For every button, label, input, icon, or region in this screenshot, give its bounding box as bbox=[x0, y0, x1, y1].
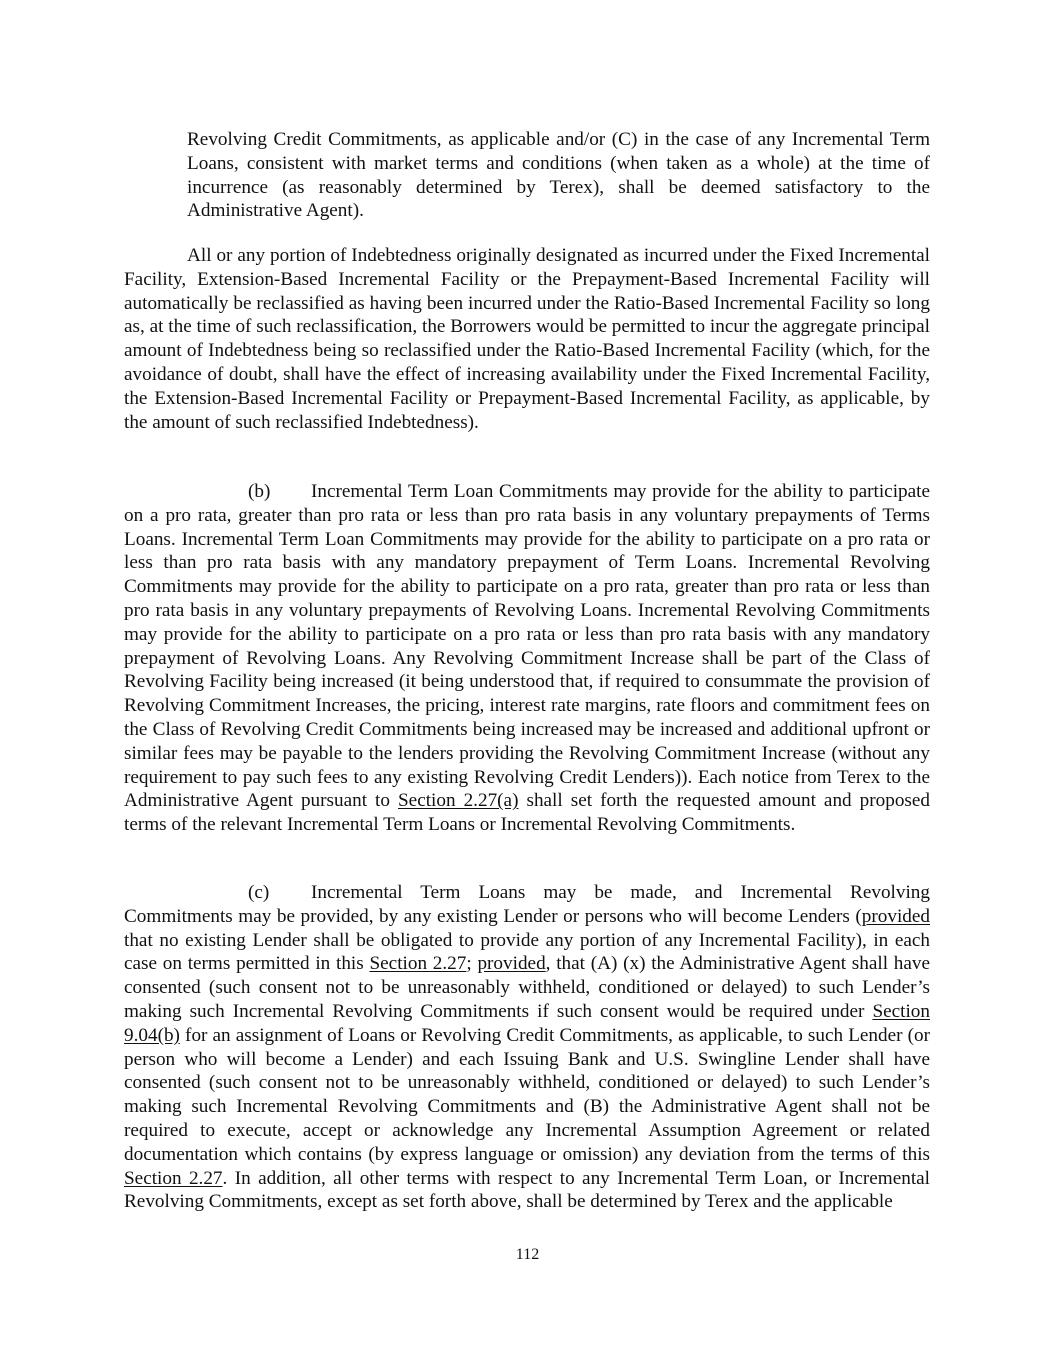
clause-c-enumerator: (c) bbox=[248, 882, 270, 903]
reclassification-paragraph-text: All or any portion of Indebtedness originally designated as incurred under the Fixed Incremental Facility, Extension-Based Incremental Facility or the Prepayment-Based Incremental Facility will automatically be reclassified as having been incurred under the Ratio-Based Incremental Facility so long as, at the time of such reclassification, the Borrowers would be permitted to incur the aggregate principal amount of Indebtedness being so reclassified under the Ratio-Based Incremental Facility (which, for the avoidance of doubt, shall have the effect of increasing availability under the Fixed Incremental Facility, the Extension-Based Incremental Facility or Prepayment-Based Incremental Facility, as applicable, by the amount of such reclassified Indebtedness). bbox=[124, 245, 930, 433]
provided-term-1: provided bbox=[861, 905, 930, 927]
clause-b-enumerator: (b) bbox=[248, 481, 271, 502]
clause-c-text-1: Incremental Term Loans may be made, and Incremental Revolving Commitments may be provided, by any existing Lender or persons who will become Lenders ( bbox=[124, 882, 930, 927]
continued-paragraph bbox=[187, 128, 930, 223]
clause-c-paragraph bbox=[124, 881, 930, 1214]
clause-c-text-6: . In addition, all other terms with respect to any Incremental Term Loan, or Incremental Revolving Commitments, except as set forth above, shall be determined by Terex and the applicable bbox=[124, 1167, 930, 1213]
clause-c-text-3: ; bbox=[466, 953, 478, 975]
clause-c-text-2: that no existing Lender shall be obligated to provide any portion of any Incremental Facility), in each case on terms permitted in this bbox=[124, 929, 930, 975]
clause-b-paragraph bbox=[124, 480, 930, 837]
clause-c-text-4: , that (A) (x) the Administrative Agent shall have consented (such consent not to be unreasonably withheld, conditioned or delayed) to such Lender’s making such Incremental Revolving Commitments if such consent would be required under bbox=[124, 953, 930, 1022]
clause-b-text-2: shall set forth the requested amount and proposed terms of the relevant Incremental Term Loans or Incremental Revolving Commitments. bbox=[124, 790, 930, 836]
section-2-27-reference-2: Section 2.27 bbox=[124, 1167, 223, 1189]
continued-paragraph-text: Revolving Credit Commitments, as applicable and/or (C) in the case of any Incremental Term Loans, consistent with market terms and conditions (when taken as a whole) at the time of incurrence (as reasonably determined by Terex), shall be deemed satisfactory to the Administrative Agent). bbox=[187, 129, 930, 222]
provided-term-2: provided bbox=[477, 953, 546, 975]
section-2-27-a-reference: Section 2.27(a) bbox=[398, 790, 519, 812]
reclassification-paragraph bbox=[124, 244, 930, 434]
clause-c-text-5: for an assignment of Loans or Revolving Credit Commitments, as applicable, to such Lender (or person who will become a Lender) and each Issuing Bank and U.S. Swingline Lender shall have consented (such consent not to be unreasonably withheld, conditioned or delayed) to such Lender’s making such Incremental Revolving Commitments and (B) the Administrative Agent shall not be required to execute, accept or acknowledge any Incremental Assumption Agreement or related documentation which contains (by express language or omission) any deviation from the terms of this bbox=[124, 1024, 930, 1165]
section-9-04-b-reference: Section 9.04(b) bbox=[124, 1000, 930, 1046]
clause-b-text-1: Incremental Term Loan Commitments may provide for the ability to participate on a pro rata, greater than pro rata or less than pro rata basis in any voluntary prepayments of Terms Loans. Incremental Term Loan Commitments may provide for the ability to participate on a pro rata or less than pro rata basis with any mandatory prepayment of Term Loans. Incremental Revolving Commitments may provide for the ability to participate on a pro rata, greater than pro rata or less than pro rata basis in any voluntary prepayments of Revolving Loans. Incremental Revolving Commitments may provide for the ability to participate on a pro rata or less than pro rata basis with any mandatory prepayment of Revolving Loans. Any Revolving Commitment Increase shall be part of the Class of Revolving Facility being increased (it being understood that, if required to consummate the provision of Revolving Commitment Increases, the pricing, interest rate margins, rate floors and commitment fees on the Class of Revolving Credit Commitments being increased may be increased and additional upfront or similar fees may be payable to the lenders providing the Revolving Commitment Increase (without any requirement to pay such fees to any existing Revolving Credit Lenders)). Each notice from Terex to the Administrative Agent pursuant to bbox=[124, 481, 930, 812]
section-2-27-reference-1: Section 2.27 bbox=[369, 953, 467, 975]
page-number: 112 bbox=[515, 1246, 540, 1263]
